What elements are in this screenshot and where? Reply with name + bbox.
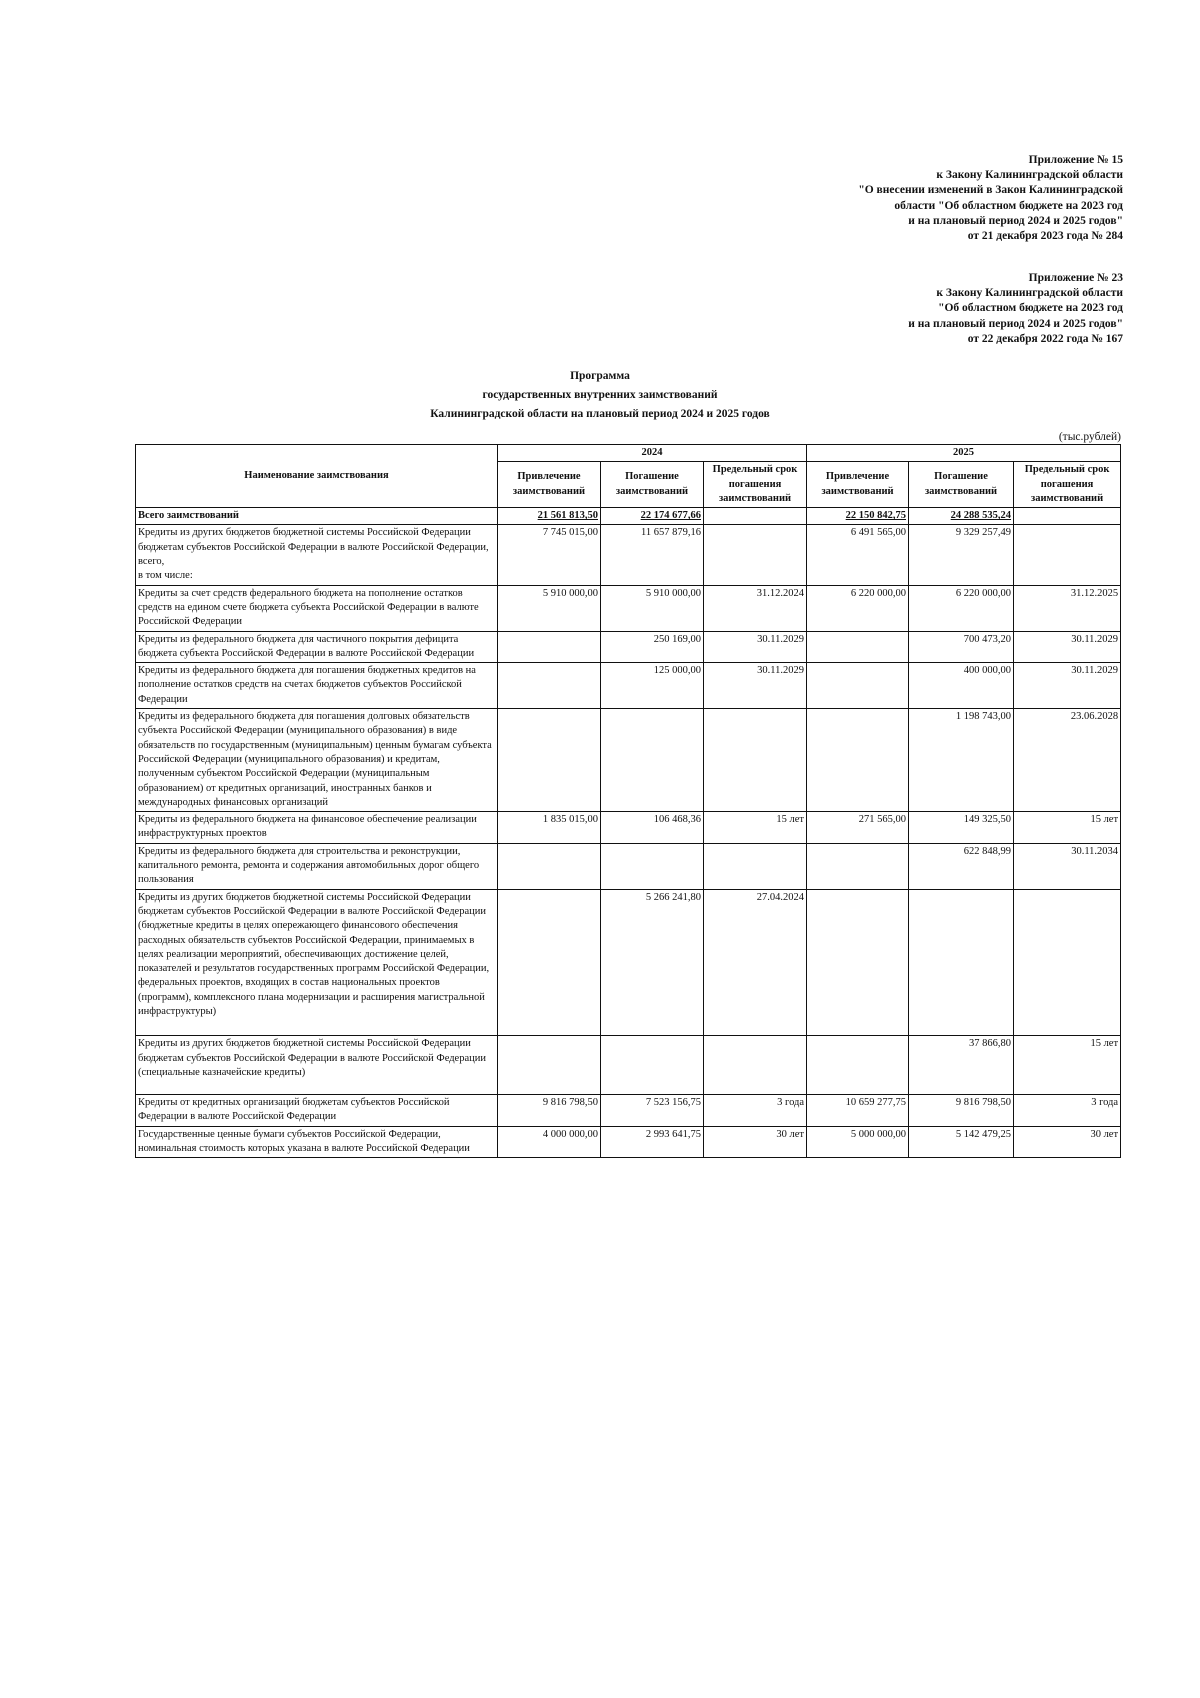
- term-2025-cell: 31.12.2025: [1014, 585, 1121, 631]
- repay-2025-cell: 400 000,00: [909, 663, 1014, 709]
- appendix-23-line: и на плановый период 2024 и 2025 годов": [908, 317, 1123, 330]
- appendix-15-line: "О внесении изменений в Закон Калининградской: [858, 184, 1123, 197]
- name-column-header: Наименование заимствования: [136, 445, 498, 508]
- table-row: [136, 525, 1121, 585]
- appendix-15-line: к Закону Калининградской области: [936, 169, 1123, 182]
- appendix-15-header: [858, 153, 1123, 244]
- term-2025-header: Предельный срок погашения заимствований: [1014, 462, 1121, 508]
- attract-2024-cell: [498, 843, 601, 889]
- repay-2024-cell: 106 468,36: [601, 812, 704, 844]
- repay-2025-header: Погашение заимствований: [909, 462, 1014, 508]
- repay-2024-cell: [601, 709, 704, 812]
- attract-2024-cell: 5 910 000,00: [498, 585, 601, 631]
- repay-2025-cell: 37 866,80: [909, 1036, 1014, 1095]
- row-name: Кредиты из федерального бюджета для погашения долговых обязательств субъекта Российской Федерации (муниципального образования) в виде обязательств по государственным (муниципальным) ценным бумагам субъекта Российской Федерации (муниципального образования) и кредитам, полученным субъектом Российской Федерации (муниципальным образованием) от кредитных организаций, иностранных банков и международных финансовых организаций: [136, 709, 498, 812]
- attract-2025-cell: 6 491 565,00: [807, 525, 909, 585]
- row-name: Кредиты из федерального бюджета на финансовое обеспечение реализации инфраструктурных проектов: [136, 812, 498, 844]
- attract-2025-cell: [807, 843, 909, 889]
- repay-2025-cell: 9 329 257,49: [909, 525, 1014, 585]
- appendix-23-header: [908, 271, 1123, 347]
- term-2024-cell: 27.04.2024: [704, 889, 807, 1036]
- title-line-2: государственных внутренних заимствований: [482, 389, 718, 401]
- appendix-15-line: от 21 декабря 2023 года № 284: [967, 230, 1123, 243]
- term-2024-cell: [704, 843, 807, 889]
- repay-2025-cell: 1 198 743,00: [909, 709, 1014, 812]
- year-2024-header: 2024: [498, 445, 807, 462]
- repay-2024-header: Погашение заимствований: [601, 462, 704, 508]
- repay-2025-cell: 6 220 000,00: [909, 585, 1014, 631]
- table-row: [136, 1036, 1121, 1095]
- total-term-2025: [1014, 508, 1121, 525]
- table-row: [136, 585, 1121, 631]
- table-row: [136, 709, 1121, 812]
- row-name: Кредиты из федерального бюджета для погашения бюджетных кредитов на пополнение остатков средств на счетах бюджетов субъектов Российской Федерации: [136, 663, 498, 709]
- total-attract-2024: 21 561 813,50: [498, 508, 601, 525]
- appendix-23-line: к Закону Калининградской области: [936, 287, 1123, 300]
- repay-2024-cell: 250 169,00: [601, 631, 704, 663]
- attract-2025-cell: [807, 709, 909, 812]
- term-2024-cell: 31.12.2024: [704, 585, 807, 631]
- row-name: Кредиты от кредитных организаций бюджетам субъектов Российской Федерации в валюте Российской Федерации: [136, 1095, 498, 1127]
- row-name: Кредиты за счет средств федерального бюджета на пополнение остатков средств на едином счете бюджета субъекта Российской Федерации в валюте Российской Федерации: [136, 585, 498, 631]
- term-2025-cell: [1014, 889, 1121, 1036]
- total-repay-2025: 24 288 535,24: [909, 508, 1014, 525]
- appendix-23-line: Приложение № 23: [1028, 272, 1123, 284]
- term-2024-cell: 3 года: [704, 1095, 807, 1127]
- appendix-23-line: "Об областном бюджете на 2023 год: [938, 302, 1123, 315]
- document-title: [0, 367, 1200, 424]
- term-2025-cell: 30 лет: [1014, 1126, 1121, 1158]
- row-subtext: в том числе:: [138, 570, 193, 582]
- attract-2024-cell: [498, 1036, 601, 1095]
- row-name: Кредиты из федерального бюджета для строительства и реконструкции, капитального ремонта, ремонта и содержания автомобильных дорог общего пользования: [136, 843, 498, 889]
- repay-2024-cell: 125 000,00: [601, 663, 704, 709]
- term-2024-cell: [704, 525, 807, 585]
- repay-2024-cell: [601, 843, 704, 889]
- term-2025-cell: 23.06.2028: [1014, 709, 1121, 812]
- repay-2024-cell: 5 266 241,80: [601, 889, 704, 1036]
- repay-2025-cell: 149 325,50: [909, 812, 1014, 844]
- attract-2024-cell: 4 000 000,00: [498, 1126, 601, 1158]
- total-term-2024: [704, 508, 807, 525]
- appendix-15-line: Приложение № 15: [1028, 154, 1123, 166]
- appendix-23-line: от 22 декабря 2022 года № 167: [967, 332, 1123, 345]
- attract-2024-cell: 7 745 015,00: [498, 525, 601, 585]
- attract-2024-cell: 9 816 798,50: [498, 1095, 601, 1127]
- attract-2024-cell: [498, 663, 601, 709]
- term-2025-cell: 15 лет: [1014, 812, 1121, 844]
- term-2025-cell: 15 лет: [1014, 1036, 1121, 1095]
- term-2025-cell: 3 года: [1014, 1095, 1121, 1127]
- attract-2024-cell: 1 835 015,00: [498, 812, 601, 844]
- attract-2025-cell: 10 659 277,75: [807, 1095, 909, 1127]
- term-2025-cell: 30.11.2034: [1014, 843, 1121, 889]
- attract-2025-cell: [807, 663, 909, 709]
- table-row: [136, 663, 1121, 709]
- repay-2025-cell: 622 848,99: [909, 843, 1014, 889]
- term-2024-header: Предельный срок погашения заимствований: [704, 462, 807, 508]
- table-row: [136, 889, 1121, 1036]
- year-2025-header: 2025: [807, 445, 1121, 462]
- repay-2025-cell: 9 816 798,50: [909, 1095, 1014, 1127]
- total-attract-2025: 22 150 842,75: [807, 508, 909, 525]
- repay-2025-cell: 700 473,20: [909, 631, 1014, 663]
- term-2024-cell: 15 лет: [704, 812, 807, 844]
- repay-2024-cell: 7 523 156,75: [601, 1095, 704, 1127]
- units-label: (тыс.рублей): [1058, 431, 1121, 443]
- attract-2024-header: Привлечение заимствований: [498, 462, 601, 508]
- attract-2024-cell: [498, 889, 601, 1036]
- row-name: Кредиты из федерального бюджета для частичного покрытия дефицита бюджета субъекта Российской Федерации в валюте Российской Федерации: [136, 631, 498, 663]
- row-name: Государственные ценные бумаги субъектов Российской Федерации, номинальная стоимость которых указана в валюте Российской Федерации: [136, 1126, 498, 1158]
- borrowing-program-table: [135, 444, 1121, 1158]
- table-row: [136, 812, 1121, 844]
- attract-2025-cell: [807, 631, 909, 663]
- repay-2024-cell: 2 993 641,75: [601, 1126, 704, 1158]
- repay-2024-cell: 11 657 879,16: [601, 525, 704, 585]
- row-name: [136, 525, 498, 585]
- term-2024-cell: 30.11.2029: [704, 631, 807, 663]
- table-row: [136, 843, 1121, 889]
- table-row: [136, 1095, 1121, 1127]
- table-row: [136, 1126, 1121, 1158]
- repay-2024-cell: 5 910 000,00: [601, 585, 704, 631]
- title-line-3: Калининградской области на плановый период 2024 и 2025 годов: [430, 408, 770, 420]
- term-2024-cell: [704, 1036, 807, 1095]
- title-line-1: Программа: [570, 370, 630, 382]
- repay-2025-cell: [909, 889, 1014, 1036]
- appendix-15-line: и на плановый период 2024 и 2025 годов": [908, 214, 1123, 227]
- repay-2024-cell: [601, 1036, 704, 1095]
- row-name: Кредиты из других бюджетов бюджетной системы Российской Федерации бюджетам субъектов Российской Федерации в валюте Российской Федерации (специальные казначейские кредиты): [136, 1036, 498, 1095]
- total-row: [136, 508, 1121, 525]
- term-2025-cell: 30.11.2029: [1014, 631, 1121, 663]
- term-2024-cell: [704, 709, 807, 812]
- attract-2025-cell: [807, 889, 909, 1036]
- total-repay-2024: 22 174 677,66: [601, 508, 704, 525]
- table-row: [136, 631, 1121, 663]
- term-2024-cell: 30 лет: [704, 1126, 807, 1158]
- term-2024-cell: 30.11.2029: [704, 663, 807, 709]
- appendix-15-line: области "Об областном бюджете на 2023 год: [894, 199, 1123, 212]
- attract-2025-cell: 5 000 000,00: [807, 1126, 909, 1158]
- term-2025-cell: 30.11.2029: [1014, 663, 1121, 709]
- repay-2025-cell: 5 142 479,25: [909, 1126, 1014, 1158]
- row-name: Кредиты из других бюджетов бюджетной системы Российской Федерации бюджетам субъектов Российской Федерации в валюте Российской Федерации (бюджетные кредиты в целях опережающего финансового обеспечения расходных обязательств субъектов Российской Федерации, принимаемых в целях реализации мероприятий, обеспечивающих достижение целей, показателей и результатов государственных программ Российской Федерации, федеральных проектов, входящих в состав национальных проектов (программ), комплексного плана модернизации и расширения магистральной инфраструктуры): [136, 889, 498, 1036]
- attract-2024-cell: [498, 709, 601, 812]
- attract-2025-cell: [807, 1036, 909, 1095]
- attract-2025-cell: 6 220 000,00: [807, 585, 909, 631]
- row-name-text: Кредиты из других бюджетов бюджетной системы Российской Федерации бюджетам субъектов Российской Федерации в валюте Российской Федерации, всего,: [138, 527, 489, 568]
- attract-2025-cell: 271 565,00: [807, 812, 909, 844]
- total-name: Всего заимствований: [136, 508, 498, 525]
- attract-2025-header: Привлечение заимствований: [807, 462, 909, 508]
- term-2025-cell: [1014, 525, 1121, 585]
- attract-2024-cell: [498, 631, 601, 663]
